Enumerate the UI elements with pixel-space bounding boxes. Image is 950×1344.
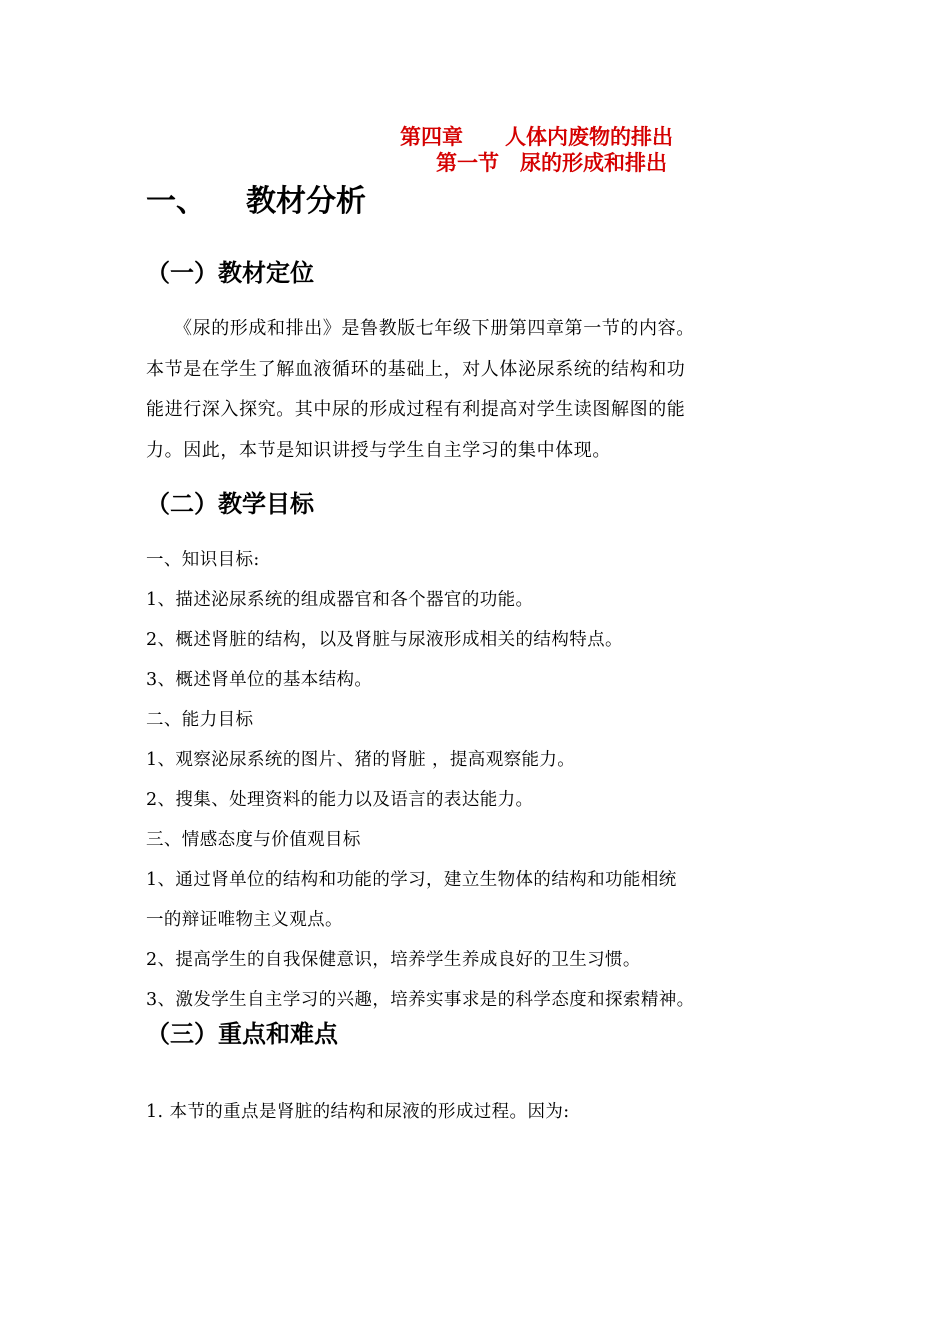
paragraph-line: 力。因此，本节是知识讲授与学生自主学习的集中体现。 (146, 439, 611, 461)
objectives-list (146, 540, 695, 1020)
list-item: 2、提高学生的自我保健意识，培养学生养成良好的卫生习惯。 (146, 950, 641, 970)
intro-paragraph (146, 309, 695, 471)
chapter-title: 第四章 人体内废物的排出 (400, 125, 673, 149)
list-item: 1、观察泌尿系统的图片、猪的肾脏 ，提高观察能力。 (146, 750, 576, 770)
list-item: 3、概述肾单位的基本结构。 (146, 670, 373, 690)
paragraph-line: 本节是在学生了解血液循环的基础上，对人体泌尿系统的结构和功 (146, 358, 686, 380)
list-item: 三、情感态度与价值观目标 (146, 830, 361, 850)
list-item: 1. 本节的重点是肾脏的结构和尿液的形成过程。因为: (146, 1102, 570, 1122)
part-title: 教材分析 (246, 184, 366, 219)
subsection-heading-2: （二）教学目标 (146, 490, 314, 518)
key-points-list (146, 1092, 570, 1132)
section-title: 第一节 尿的形成和排出 (436, 151, 667, 175)
subsection-heading-1: （一）教材定位 (146, 259, 314, 287)
list-item: 2、搜集、处理资料的能力以及语言的表达能力。 (146, 790, 534, 810)
list-item: 一、知识目标: (146, 550, 260, 570)
paragraph-line: 《尿的形成和排出》是鲁教版七年级下册第四章第一节的内容。 (174, 318, 695, 339)
part-number: 一、 (146, 184, 206, 219)
part-heading (146, 182, 366, 222)
list-item: 3、激发学生自主学习的兴趣，培养实事求是的科学态度和探索精神。 (146, 990, 695, 1010)
list-item: 二、能力目标 (146, 710, 254, 730)
list-item: 2、概述肾脏的结构，以及肾脏与尿液形成相关的结构特点。 (146, 630, 623, 650)
list-item: 一的辩证唯物主义观点。 (146, 910, 343, 930)
subsection-heading-3: （三）重点和难点 (146, 1020, 338, 1048)
list-item: 1、通过肾单位的结构和功能的学习，建立生物体的结构和功能相统 (146, 870, 677, 890)
list-item: 1、描述泌尿系统的组成器官和各个器官的功能。 (146, 590, 534, 610)
paragraph-line: 能进行深入探究。其中尿的形成过程有利提高对学生读图解图的能 (146, 399, 686, 420)
